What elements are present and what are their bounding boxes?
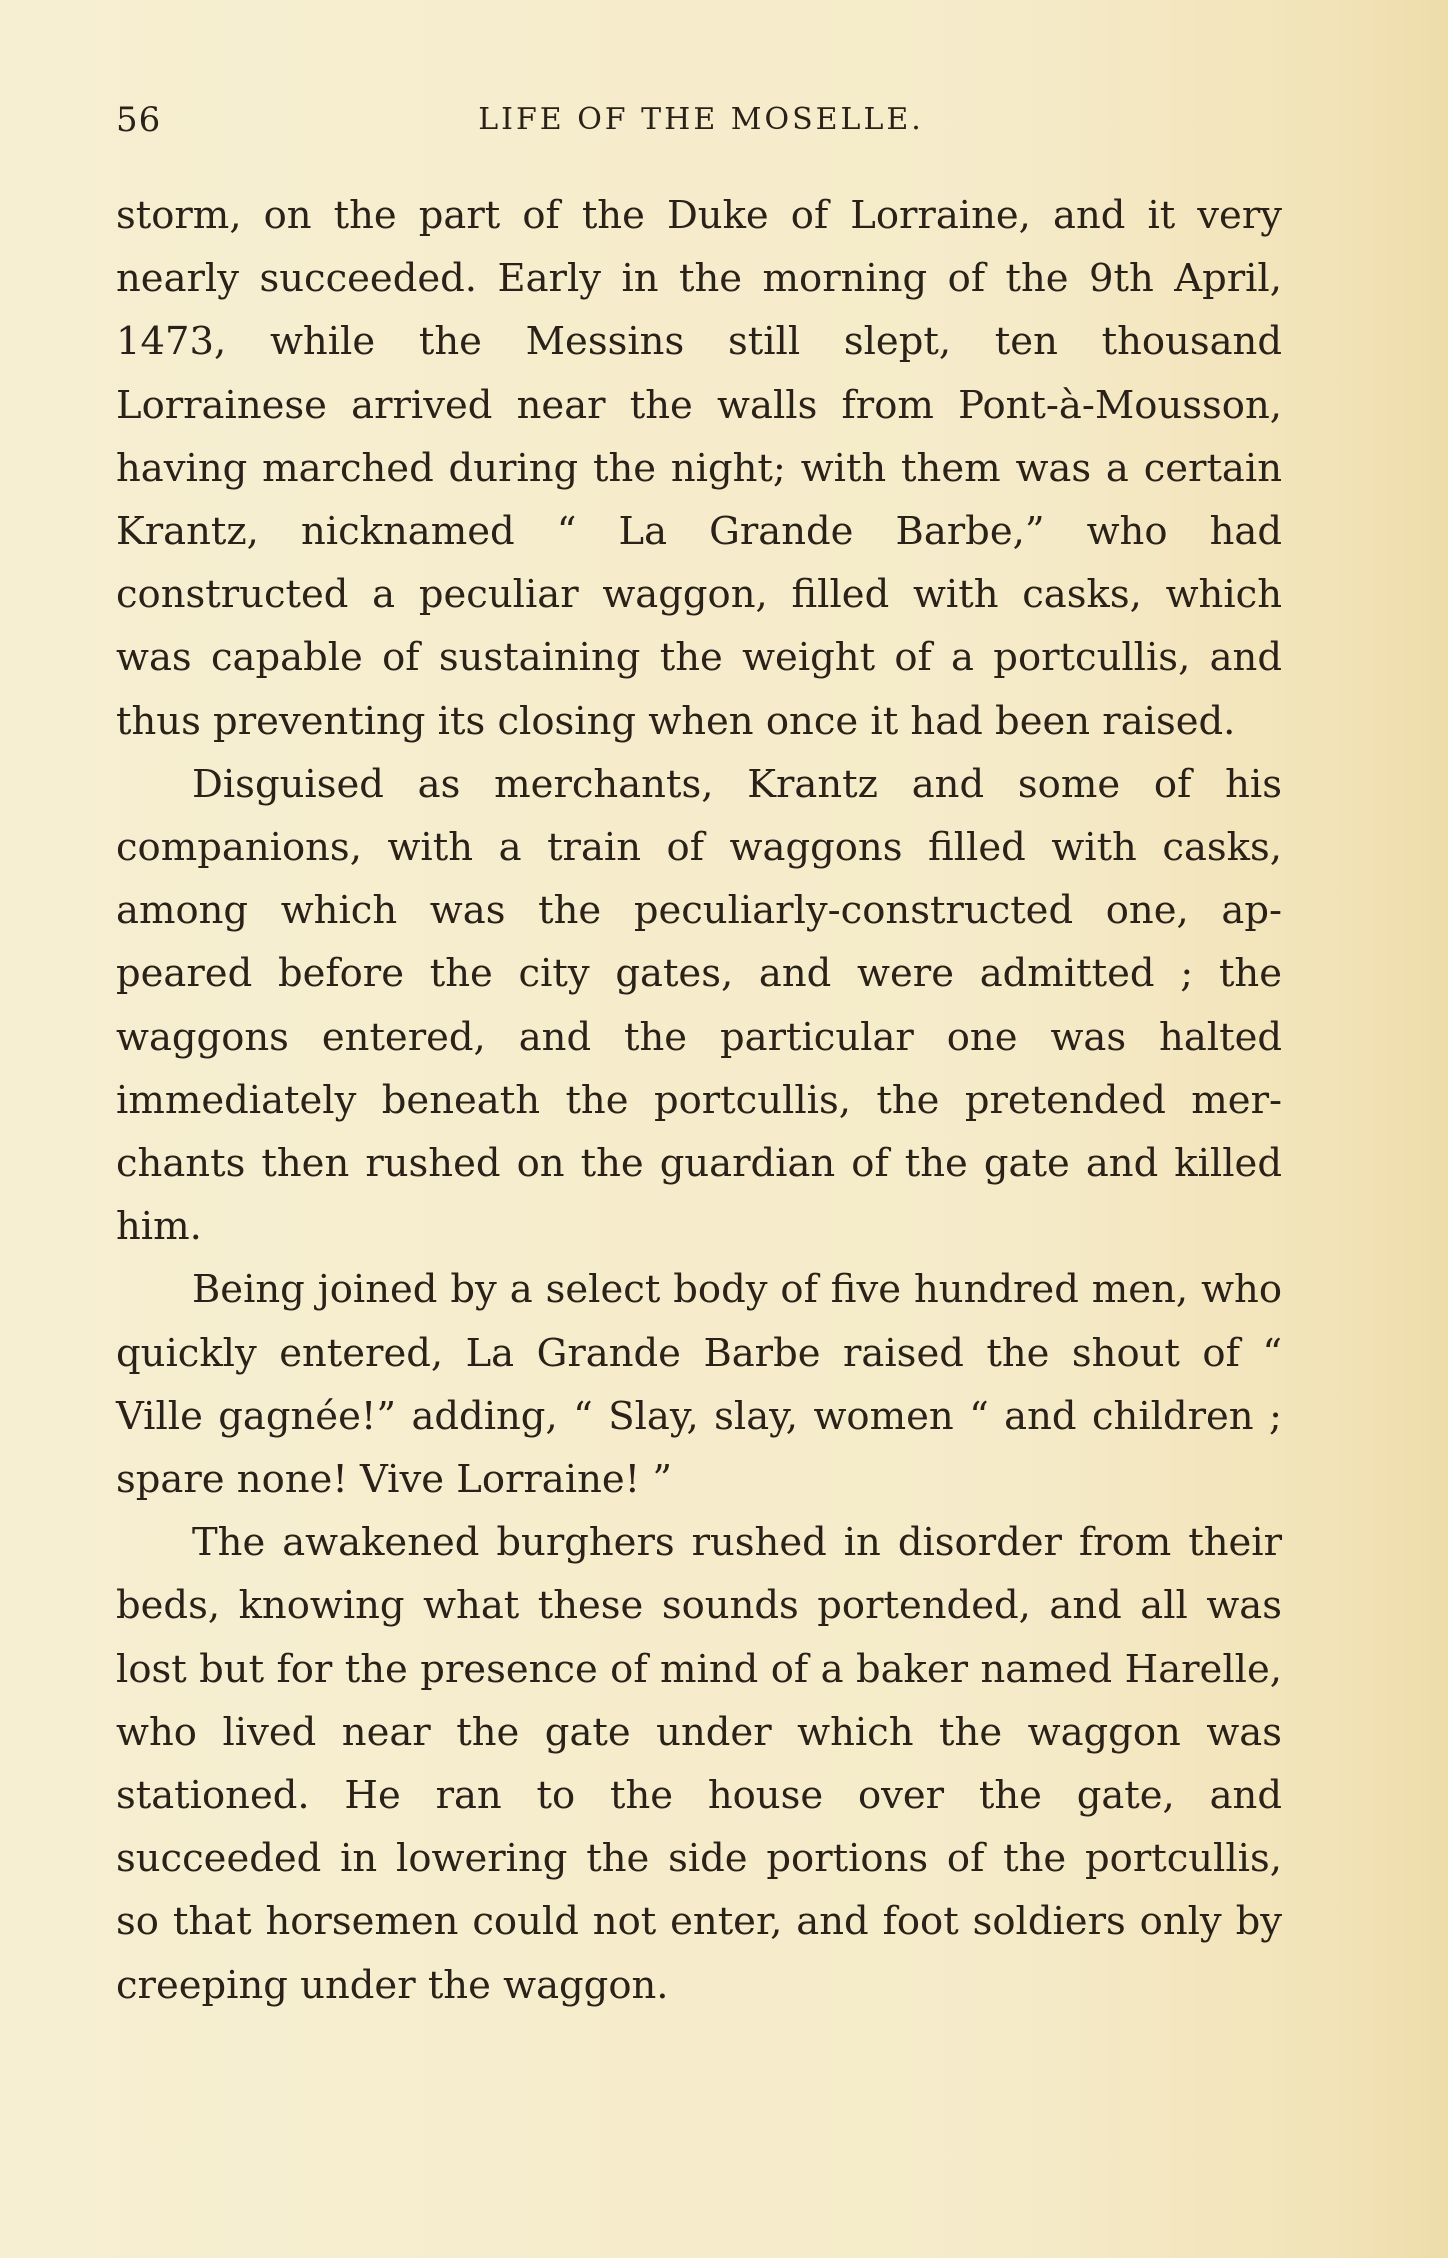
page-number: 56 <box>116 100 162 140</box>
body-text <box>116 184 1282 2017</box>
paragraph-2: Disguised as merchants, Krantz and some of his companions, with a train of waggons filled with casks, among which was the peculiarly-constructed one, appeared before the city gates, and were admitted ; the waggons entered, and the particular one was halted immediately beneath the portcullis, the pretended merchants then rushed on the guardian of the gate and killed him. <box>116 761 1282 1250</box>
paragraph-3: Being joined by a select body of five hundred men, who quickly entered, La Grande Barbe raised the shout of “ Ville gagnée!” adding, “ Slay, slay, women “ and children ; spare none! Vive Lorraine! ” <box>116 1267 1282 1503</box>
paragraph-4: The awakened burghers rushed in disorder from their beds, knowing what these sounds portended, and all was lost but for the presence of mind of a baker named Harelle, who lived near the gate under which the waggon was stationed. He ran to the house over the gate, and succeeded in lowering the side portions of the portcullis, so that horsemen could not enter, and foot soldiers only by creeping under the waggon. <box>116 1520 1282 2008</box>
page-header <box>116 100 1286 150</box>
paragraph-1: storm, on the part of the Duke of Lorraine, and it very nearly succeeded. Early in the morning of the 9th April, 1473, while the Messins still slept, ten thousand Lorrainese arrived near the walls from Pont-à-Mousson, having marched during the night; with them was a certain Krantz, nicknamed “ La Grande Barbe,” who had constructed a peculiar waggon, filled with casks, which was capable of sustaining the weight of a portcullis, and thus preventing its closing when once it had been raised. <box>116 193 1282 744</box>
running-title: LIFE OF THE MOSELLE. <box>478 102 924 137</box>
